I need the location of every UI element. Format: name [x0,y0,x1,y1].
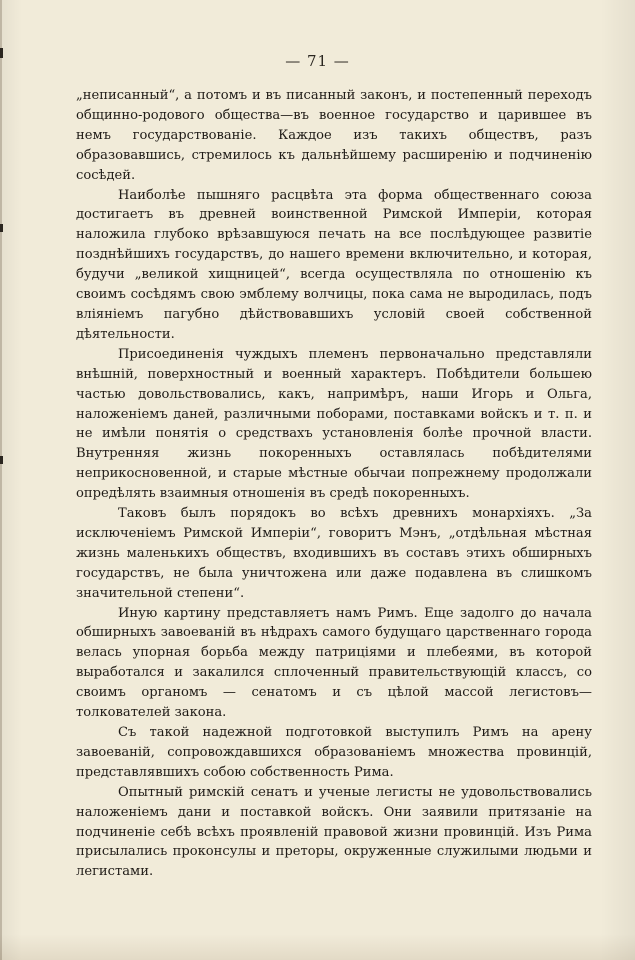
body-text [76,86,592,882]
paragraph: Опытный римскій сенатъ и ученые легисты не удовольствовались наложеніемъ дани и поставкой войскъ. Они заявили притязаніе на подчиненіе себѣ всѣхъ проявленій правовой жизни провинцій. Изъ Рима присылались проконсулы и преторы, окруженные служилыми людьми и легистами. [76,784,592,880]
page-bottom-shadow [0,934,635,960]
paragraph: Иную картину представляетъ намъ Римъ. Еще задолго до начала обширныхъ завоеваній въ нѣдрахъ самого будущаго царственнаго города велась упорная борьба между патриціями и плебеями, въ которой выработался и закалился сплоченный правительствующій классъ, со своимъ органомъ — сенатомъ и съ цѣлой массой легистовъ—толкователей закона. [76,605,592,721]
paragraph-continuation: „неписанный“, а потомъ и въ писанный законъ, и постепенный переходъ общинно-родового общества—въ военное государство и царившее въ немъ государствованіе. Каждое изъ такихъ обществъ, разъ образовавшись, стремилось къ дальнѣйшему расширенію и подчиненію сосѣдей. [76,88,592,183]
paragraph: Съ такой надежной подготовкой выступилъ Римъ на арену завоеваній, сопровождавшихся образованіемъ множества провинцій, представлявшихъ собою собственность Рима. [76,725,592,780]
page-fold-line [0,0,2,960]
page-number: — 71 — [285,52,350,70]
edge-mark [0,224,3,232]
paragraph: Наиболѣе пышняго расцвѣта эта форма общественнаго союза достигаетъ въ древней воинственной Римской Имперіи, которая наложила глубоко врѣзавшуюся печать на все послѣдующее развитіе позднѣйшихъ государствъ, до нашего времени включительно, и которая, будучи „великой хищницей“, всегда осуществляла по отношенію къ своимъ сосѣдямъ свою эмблему волчицы, пока сама не выродилась, подъ вліяніемъ пагубно дѣйствовавшихъ условій своей собственной дѣятельности. [76,187,592,342]
paragraph: Таковъ былъ порядокъ во всѣхъ древнихъ монархіяхъ. „За исключеніемъ Римской Имперіи“, говоритъ Мэнъ, „отдѣльная мѣстная жизнь маленькихъ обществъ, входившихъ въ составъ этихъ обширныхъ государствъ, не была уничтожена или даже подавлена въ слишкомъ значительной степени“. [76,506,592,601]
paragraph: Присоединенія чуждыхъ племенъ первоначально представляли внѣшній, поверхностный и военный характеръ. Побѣдители большею частью довольствовались, какъ, напримѣръ, наши Игорь и Ольга, наложеніемъ даней, различными поборами, поставками войскъ и т. п. и не имѣли понятія о средствахъ установленія болѣе прочной власти. Внутренняя жизнь покоренныхъ оставлялась побѣдителями неприкосновенной, и старые мѣстные обычаи попрежнему продолжали опредѣлять взаимныя отношенія въ средѣ покоренныхъ. [76,346,592,502]
edge-mark [0,456,3,464]
